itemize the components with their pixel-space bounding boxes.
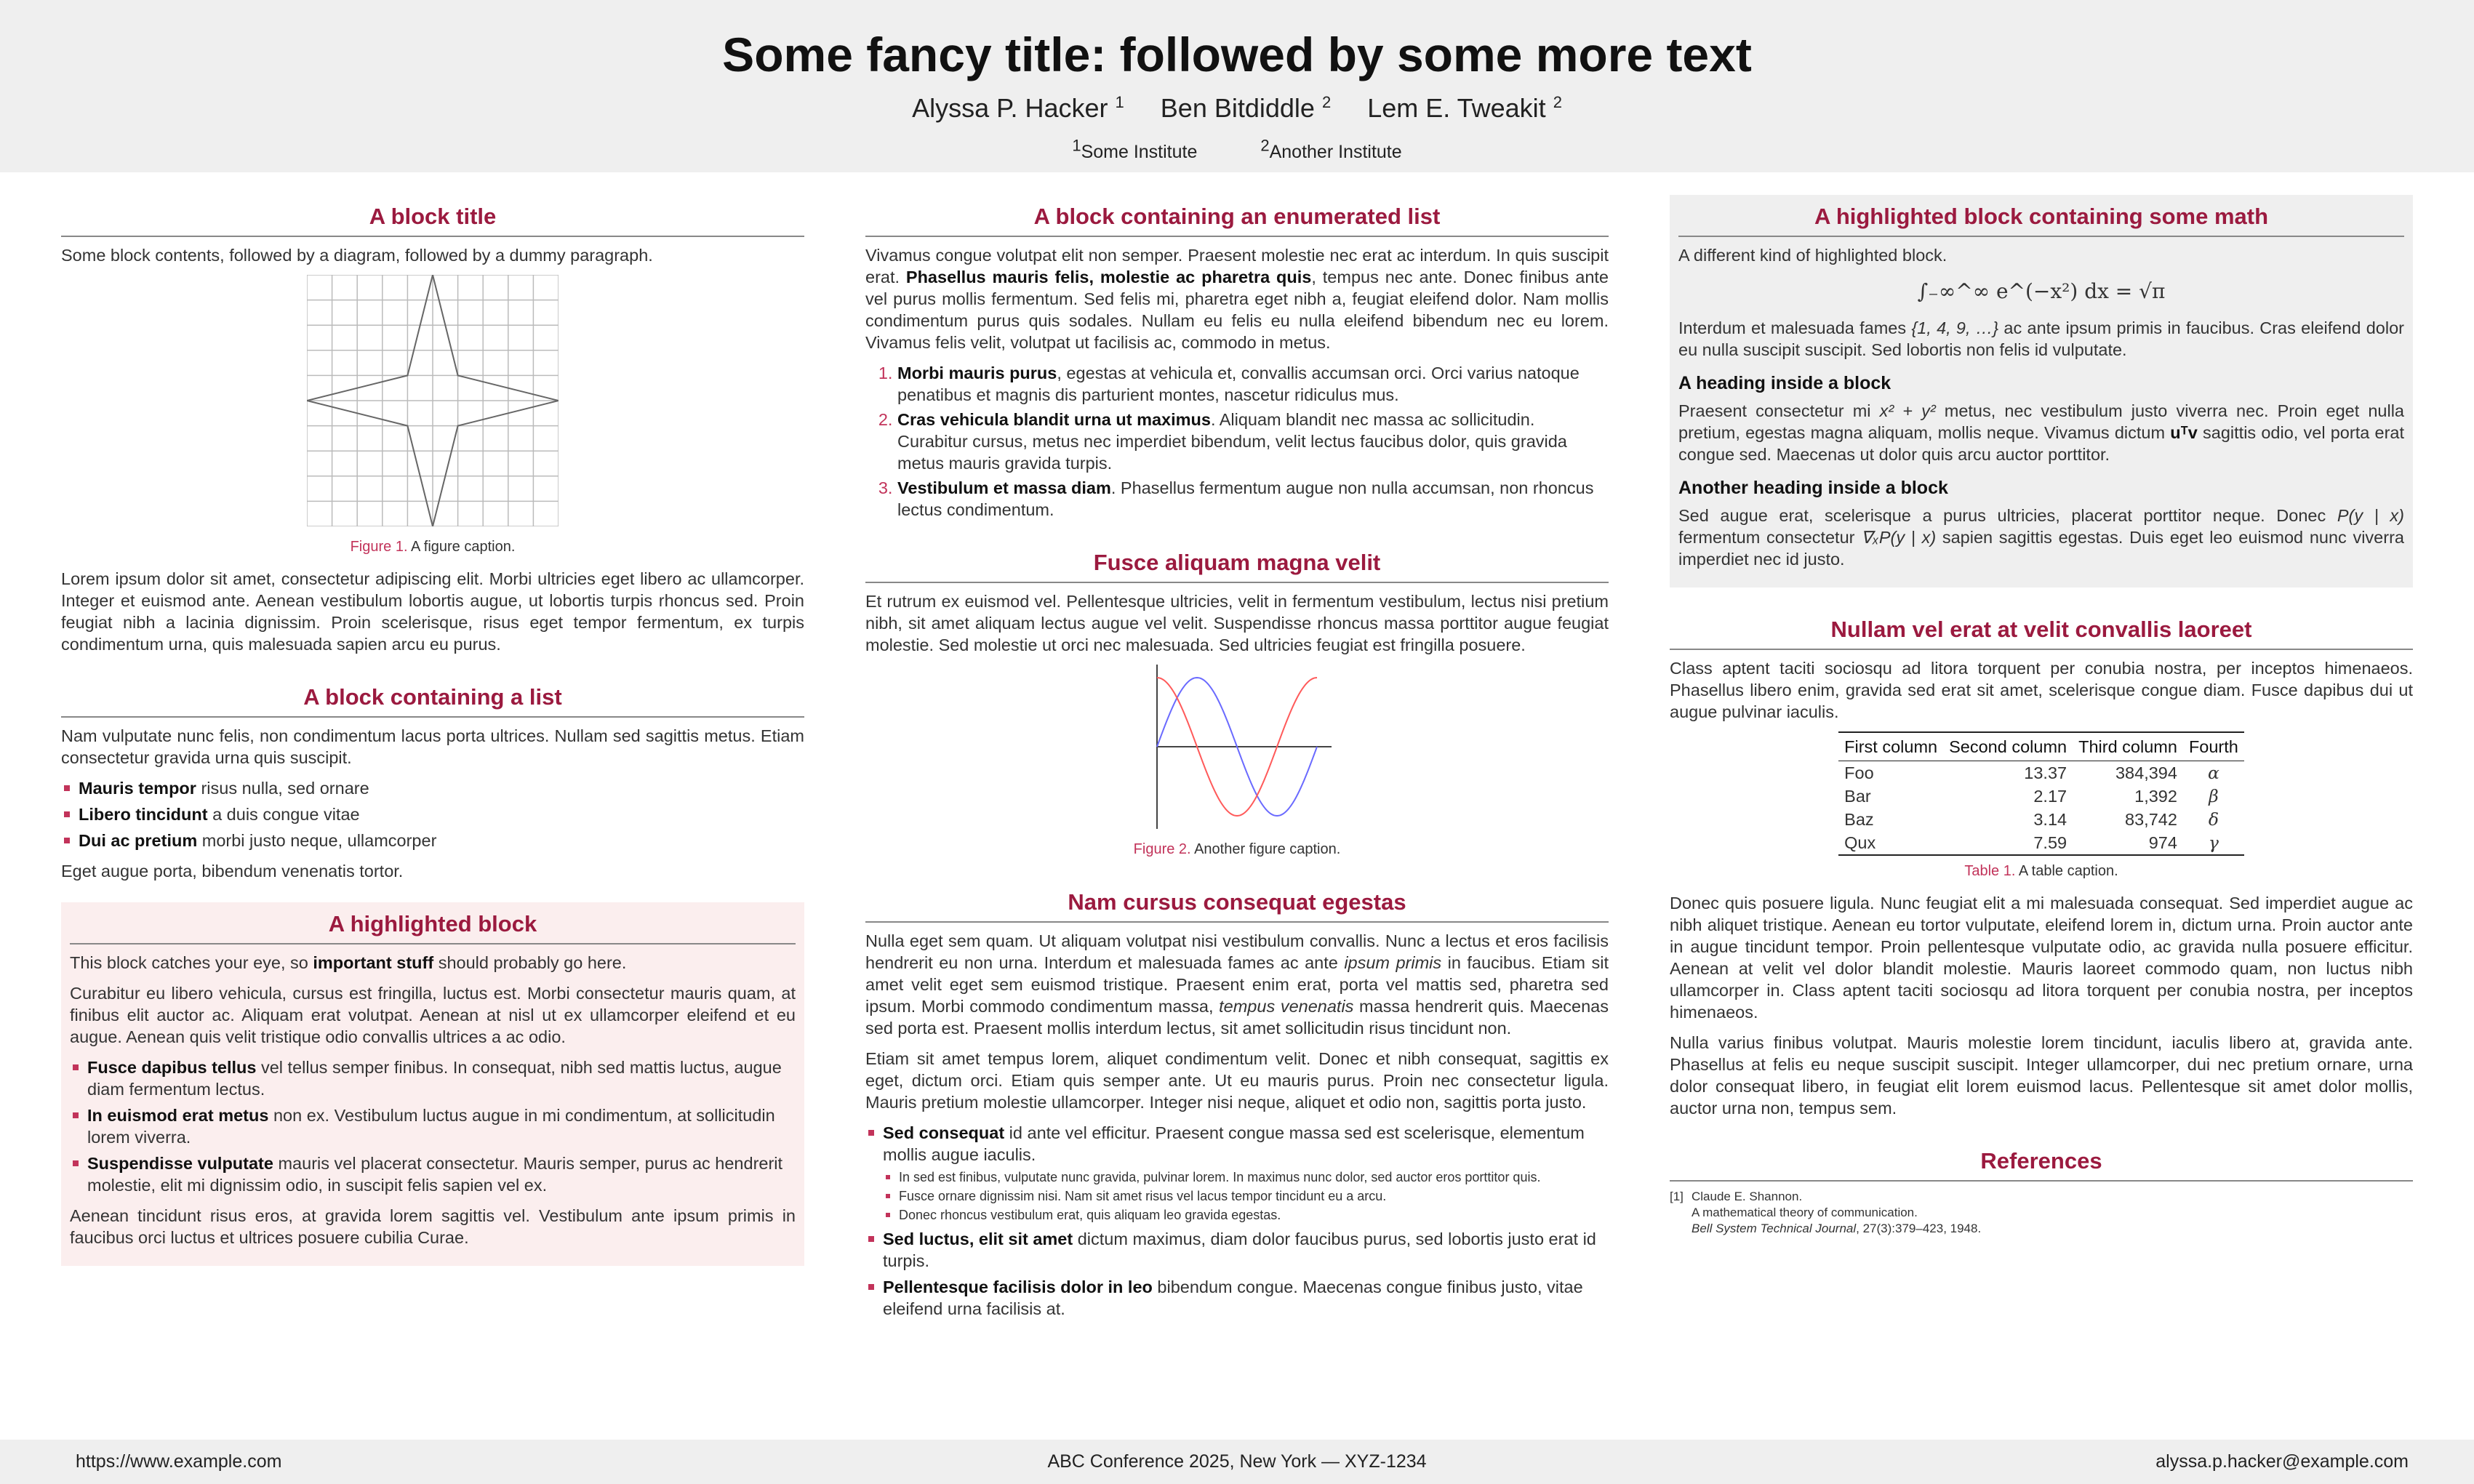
column-middle [865, 195, 1609, 1340]
highlighted-math-block [1670, 195, 2413, 587]
list-item: Pellentesque facilisis dolor in leo bibendum congue. Maecenas congue finibus justo, vitae eleifend urna facilisis at. [883, 1276, 1609, 1320]
block-title: Fusce aliquam magna velit [865, 541, 1609, 583]
sub-list [883, 1168, 1609, 1224]
highlighted-block [61, 902, 804, 1266]
block-title: Nam cursus consequat egestas [865, 881, 1609, 923]
reference-entry: [1] Claude E. Shannon. A mathematical theory of communication. Bell System Technical Journal, 27(3):379–423, 1948. [1670, 1190, 1982, 1235]
sub-list-item: In sed est finibus, vulputate nunc gravida, pulvinar lorem. In maximus nunc dolor, sed auctor eros porttitor quis. [899, 1168, 1609, 1186]
list-item: 2. Cras vehicula blandit urna ut maximus. Aliquam blandit nec massa ac sollicitudin. Curabitur cursus, metus nec imperdiet bibendum, velit lectus faucibus dolor, quis gravida metus mauris gravida turpis. [897, 409, 1609, 474]
figure-caption: Figure 1. A figure caption. [350, 539, 516, 555]
sub-list-item: Fusce ornare dignissim nisi. Nam sit amet risus vel lacus tempor tincidunt eu a arcu. [899, 1187, 1609, 1205]
block [865, 541, 1609, 860]
block-text: Et rutrum ex euismod vel. Pellentesque ultricies, velit in fermentum vestibulum, lectus nisi pretium nibh, sit amet aliquam lectus augue vel velit. Suspendisse rhoncus massa porttitor augue feugiat molestie. Sed molestie ut orci nec malesuada. Sed ultricies feugiat est fringilla posuere. [865, 592, 1609, 654]
block-title: A block containing an enumerated list [865, 195, 1609, 237]
block-text: Praesent consectetur mi x² + y² metus, nec vestibulum justo viverra nec. Proin eget nulla pretium, egestas magna aliquam, mollis neque. Vivamus dictum uᵀv sagittis odio, vel porta erat congue sed. Maecenas ut dolor quis arcu auctor porttitor. [1678, 401, 2404, 464]
column-header: First column [1838, 732, 1943, 761]
table-caption: Table 1. A table caption. [1964, 863, 2118, 879]
block-title: References [1670, 1139, 2413, 1182]
block-text: Vivamus congue volutpat elit non semper. Praesent molestie nec erat ac interdum. In quis suscipit erat. Phasellus mauris felis, molestie ac pharetra quis, tempus nec ante. Donec finibus ante vel purus mollis fermentum. Sed felis mi, pharetra eget nibh a, feugiat eleifend dolor. Nam mollis condimentum purus quis sodales. Nullam eu felis eu nulla eleifend bibendum nec eu lorem. Vivamus felis velit, volutpat ut facilisis ac, commodo in metus. [865, 246, 1609, 352]
block [865, 881, 1609, 1320]
bullet-list [865, 1122, 1609, 1320]
list-item: In euismod erat metus non ex. Vestibulum luctus augue in mi condimentum, at sollicitudin lorem viverra. [87, 1104, 796, 1148]
block-heading: A heading inside a block [1678, 373, 1891, 393]
block-heading: Another heading inside a block [1678, 478, 1948, 498]
footer-email[interactable]: alyssa.p.hacker@example.com [2155, 1451, 2409, 1472]
author: Lem E. Tweakit $^2$ [1367, 93, 1562, 123]
block [61, 675, 804, 882]
block-title: A highlighted block containing some math [1678, 195, 2404, 237]
block-text: Sed augue erat, scelerisque a purus ultricies, placerat porttitor neque. Donec P(y | x) fermentum consectetur ∇ₓP(y | x) sapien sagittis egestas. Duis eget leo euismod nunc viverra imperdiet nec id justo. [1678, 506, 2404, 569]
bullet-list [61, 777, 804, 851]
block-title: A block title [61, 195, 804, 237]
list-item: Dui ac pretium morbi justo neque, ullamcorper [79, 830, 804, 851]
poster-title: Some fancy title: followed by some more text [722, 28, 1752, 81]
column-header: Fourth [2183, 732, 2244, 761]
sub-list-item: Donec rhoncus vestibulum erat, quis aliquam leo gravida egestas. [899, 1206, 1609, 1224]
list-item: Fusce dapibus tellus vel tellus semper finibus. In consequat, nibh sed mattis luctus, augue diam fermentum lectus. [87, 1056, 796, 1100]
block-text: Curabitur eu libero vehicula, cursus est fringilla, luctus est. Morbi consectetur mauris quam, at finibus elit auctor ac. Aliquam erat volutpat. Aenean at nisl ut ex ullamcorper eleifend et eu augue. Aenean quis velit tristique odio convallis ultrices a ac odio. [70, 984, 796, 1046]
block-text: Lorem ipsum dolor sit amet, consectetur adipiscing elit. Morbi ultricies eget libero ac ullamcorper. Integer et euismod ante. Aenean vestibulum lobortis augue, ut lobortis turpis rhoncus sed. Proin feugiat nibh a lacinia dignissim. Proin scelerisque, risus eget tempor fermentum, ex turpis condimentum urna, quis malesuada sapien arcu eu purus. [61, 569, 804, 654]
block-text: A different kind of highlighted block. [1678, 246, 1947, 265]
list-item: Mauris tempor risus nulla, sed ornare [79, 777, 804, 799]
poster-footer [0, 1440, 2474, 1484]
block [1670, 608, 2413, 1119]
footer-url[interactable]: https://www.example.com [76, 1451, 282, 1472]
column-left [61, 195, 804, 1286]
column-right [1670, 195, 2413, 1257]
figure-2 [865, 665, 1609, 860]
block-text: Nulla eget sem quam. Ut aliquam volutpat nisi vestibulum convallis. Nunc a lectus et eros facilisis hendrerit eu non urna. Interdum et malesuada fames ac ante ipsum primis in faucibus. Etiam sit amet velit eget sem euismod tristique. Praesent enim erat, porta vel mattis sed, pharetra sed ipsum. Morbi commodo condimentum massa, tempus venenatis massa hendrerit quis. Maecenas sed porta est. Praesent mollis interdum lectus, sit amet sollicitudin risus tincidunt non. [865, 931, 1609, 1038]
block-text: Nulla varius finibus volutpat. Mauris molestie lorem tincidunt, iaculis libero at, gravida ante. Phasellus at felis eu neque suscipit suscipit. Integer ullamcorper, dui nec pretium ornare, urna dolor consequat libero, in feugiat elit lorem euismod lacus. Pellentesque sit amet dolor mollis, auctor urna non, tempus sem. [1670, 1033, 2413, 1118]
list-item: 1. Morbi mauris purus, egestas at vehicula et, convallis accumsan orci. Orci varius natoque penatibus et magnis dis parturient montes, nascetur ridiculus mus. [897, 362, 1609, 406]
author-list [0, 93, 2474, 124]
poster-header [0, 0, 2474, 172]
data-table [1838, 731, 2244, 856]
bullet-list [70, 1056, 796, 1196]
table-row: Baz 3.14 83,742 δ [1844, 809, 2219, 830]
figure-1 [61, 275, 804, 558]
block-text: Aenean tincidunt risus eros, at gravida lorem sagittis vel. Vestibulum ante ipsum primis in faucibus orci luctus et ultrices posuere cubilia Curae. [70, 1206, 796, 1247]
figure-caption: Figure 2. Another figure caption. [1133, 841, 1341, 857]
block [61, 195, 804, 655]
institute-list [0, 137, 2474, 163]
block-text: Etiam sit amet tempus lorem, aliquet condimentum velit. Donec et nibh consequat, sagittis ex eget, dictum orci. Etiam quis semper ante. Ut eu mauris purus. Proin nec consectetur ligula. Mauris pretium molestie ullamcorper. Integer nisi neque, aliquet et odio non, sagittis porta justo. [865, 1049, 1609, 1112]
institute: $^2$Another Institute [1260, 137, 1402, 163]
table-row: Foo 13.37 384,394 α [1844, 763, 2219, 783]
star-grid-diagram [307, 275, 559, 526]
block [865, 195, 1609, 521]
table-row: Bar 2.17 1,392 β [1844, 786, 2219, 806]
list-item: Suspendisse vulputate mauris vel placerat consectetur. Mauris semper, purus ac hendrerit molestie, elit mi dignissim odio, in suscipit felis sapien vel ex. [87, 1152, 796, 1196]
block-text: Donec quis posuere ligula. Nunc feugiat elit a mi malesuada consequat. Sed imperdiet augue ac nibh aliquet tristique. Aenean eu tortor vulputate, eleifend lorem in, dictum urna. Proin auctor ante in augue tincidunt tempor. Proin pellentesque vulputate odio, ac gravida nulla posuere efficitur. Aenean at velit vel dolor blandit molestie. Mauris laoreet commodo quam, non luctus nibh ullamcorper in. Class aptent taciti sociosqu ad litora torquent per conubia nostra, per inceptos himenaeos. [1670, 894, 2413, 1022]
list-item: Sed consequat id ante vel efficitur. Praesent congue massa sed est scelerisque, elementum mollis augue iaculis. In sed est finibus, vulputate nunc gravida, pulvinar lorem. In maximus nunc dolor, sed auctor eros porttitor quis. Fusce ornare dignissim nisi. Nam sit amet risus vel lacus tempor tincidunt eu a arcu. Donec rhoncus vestibulum erat, quis aliquam leo gravida egestas. [883, 1122, 1609, 1224]
enumerated-list [865, 362, 1609, 521]
block-text: This block catches your eye, so important stuff should probably go here. [70, 953, 627, 972]
sine-cosine-plot [1142, 665, 1332, 829]
column-header: Second column [1943, 732, 2073, 761]
list-item: Libero tincidunt a duis congue vitae [79, 803, 804, 825]
table-row: Qux 7.59 974 γ [1838, 831, 2244, 855]
table-header-row [1838, 732, 2244, 761]
list-item: 3. Vestibulum et massa diam. Phasellus fermentum augue non nulla accumsan, non rhoncus lectus condimentum. [897, 477, 1609, 521]
block-text: Interdum et malesuada fames {1, 4, 9, …} ac ante ipsum primis in faucibus. Cras eleifend dolor eu nulla suscipit suscipit. Sed lobortis non felis id vulputate. [1678, 318, 2404, 359]
block-text: Nam vulputate nunc felis, non condimentum lacus porta ultrices. Nullam sed sagittis metus. Etiam consectetur gravida urna quis suscipit. [61, 726, 804, 767]
block-title: Nullam vel erat at velit convallis laoreet [1670, 608, 2413, 650]
block-text: Eget augue porta, bibendum venenatis tortor. [61, 862, 404, 881]
author: Alyssa P. Hacker $^1$ [912, 93, 1124, 123]
institute: $^1$Some Institute [1072, 137, 1198, 163]
block-title: A block containing a list [61, 675, 804, 718]
list-item: Sed luctus, elit sit amet dictum maximus, diam dolor faucibus purus, sed lobortis justo erat id turpis. [883, 1228, 1609, 1272]
author: Ben Bitdiddle $^2$ [1160, 93, 1332, 123]
block-text: Class aptent taciti sociosqu ad litora torquent per conubia nostra, per inceptos himenaeos. Phasellus libero enim, gravida sed erat sit amet, scelerisque congue diam. Fusce dapibus dui ut augue pulvinar iaculis. [1670, 659, 2413, 721]
references-block [1670, 1139, 2413, 1237]
block-text: Some block contents, followed by a diagram, followed by a dummy paragraph. [61, 246, 653, 265]
equation: ∫₋∞^∞ e^(−x²) dx = √π [1917, 279, 2166, 303]
footer-conference: ABC Conference 2025, New York — XYZ-1234 [1047, 1451, 1427, 1472]
column-header: Third column [2073, 732, 2183, 761]
block-title: A highlighted block [70, 902, 796, 944]
